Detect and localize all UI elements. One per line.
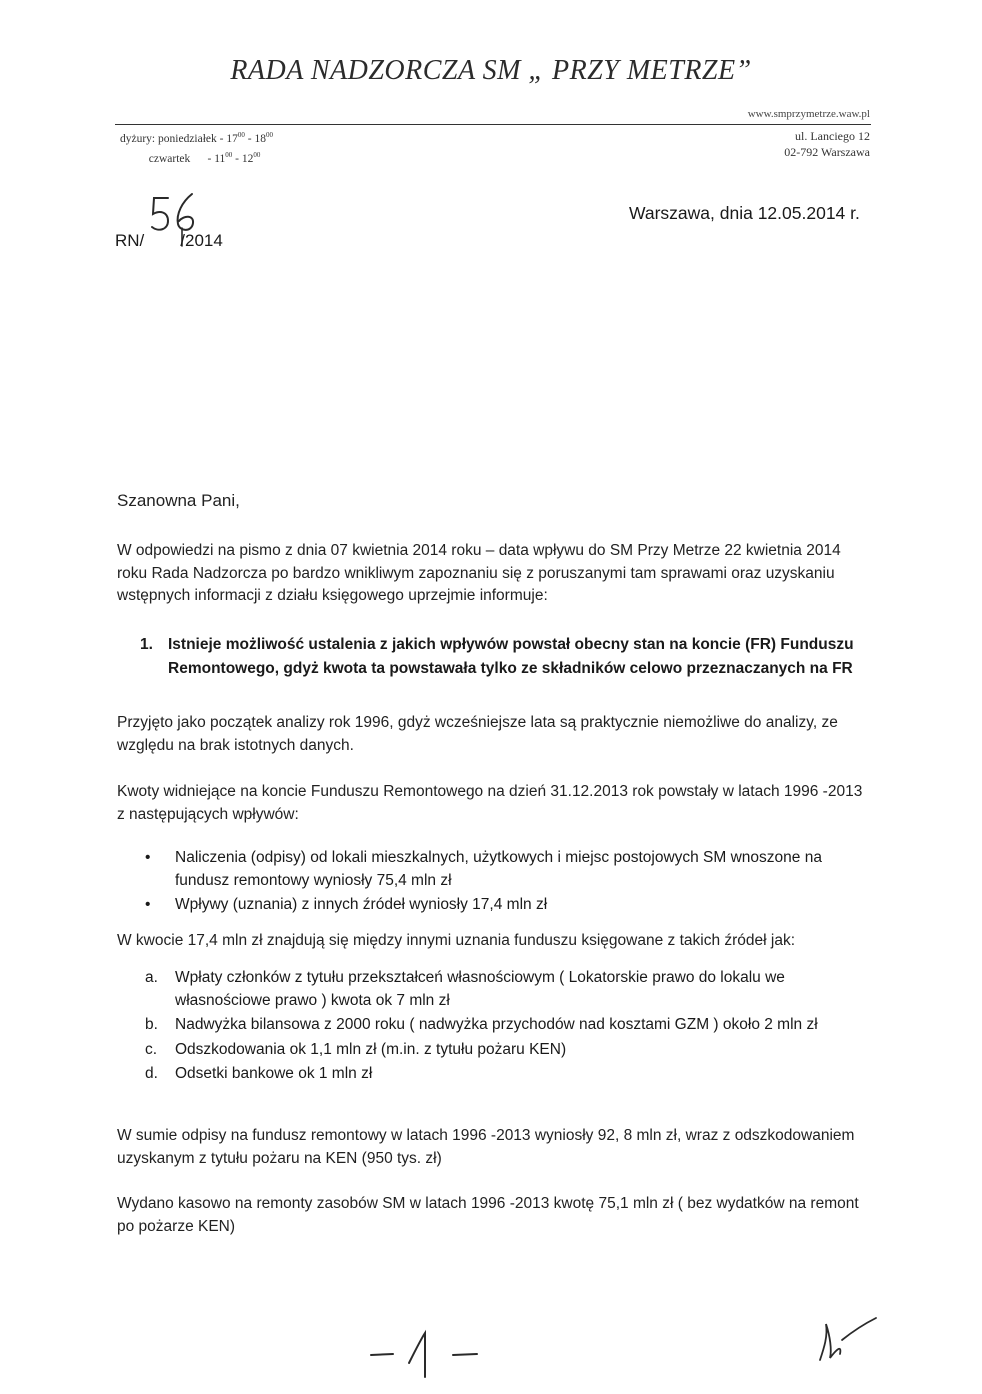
reference-suffix: /2014 <box>180 231 223 250</box>
item-label: d. <box>145 1065 158 1082</box>
list-item <box>145 894 870 917</box>
organization-title: RADA NADZORCZA SM „ PRZY METRZE” <box>230 55 752 86</box>
item-text: Odszkodowania ok 1,1 mln zł (m.in. z tytułu pożaru KEN) <box>175 1040 567 1058</box>
duty-day: poniedziałek <box>158 132 217 145</box>
duty-row: dyżury: poniedziałek - $17^{00} - 18^{00}$ <box>120 131 273 145</box>
item-label: c. <box>145 1040 158 1058</box>
duty-label: dyżury: <box>120 132 156 145</box>
duty-hours <box>120 127 273 167</box>
amounts-paragraph: Kwoty widniejące na koncie Funduszu Remontowego na dzień 31.12.2013 rok powstały w latach 1996 -2013 z następujących wpływów: <box>117 783 863 823</box>
point-number: 1. <box>140 636 153 653</box>
intro-paragraph: W odpowiedzi na pismo z dnia 07 kwietnia 2014 roku – data wpływu do SM Przy Metrze 22 kwietnia 2014 roku Rada Nadzorcza po bardzo wnikliwym zapoznaniu się z poruszanymi tam sprawami oraz uzyskaniu wstępnych informacji z działu księgowego uprzejmie informuje: <box>117 542 841 604</box>
website-url: www.smprzymetrze.waw.pl <box>747 108 870 120</box>
duty-from: 11 <box>214 152 226 165</box>
list-item <box>145 1039 870 1062</box>
list-item <box>145 1014 870 1037</box>
bullet-icon: • <box>145 896 151 913</box>
sum-paragraph: W sumie odpisy na fundusz remontowy w latach 1996 -2013 wyniosły 92, 8 mln zł, wraz z odszkodowaniem uzyskanym z tytułu pożaru na KEN (950 tys. zł) <box>117 1127 855 1167</box>
duty-from: 17 <box>226 132 238 145</box>
item-label: b. <box>145 1016 158 1033</box>
list-item <box>145 967 870 1012</box>
handwritten-initials <box>810 1310 880 1365</box>
sources-paragraph: W kwocie 17,4 mln zł znajdują się między innymi uznania funduszu księgowane z takich źródeł jak: <box>117 932 796 949</box>
item-label: a. <box>145 969 158 986</box>
item-text: Nadwyżka bilansowa z 2000 roku ( nadwyżka przychodów nad kosztami GZM ) około 2 mln zł <box>175 1016 818 1033</box>
bullet-icon: • <box>145 849 151 866</box>
header-divider <box>115 124 871 125</box>
bullet-text: Naliczenia (odpisy) od lokali mieszkalnych, użytkowych i miejsc postojowych SM wnoszone na fundusz remontowy wyniosły 75,4 mln zł <box>175 849 822 889</box>
address <box>784 128 870 160</box>
list-item <box>145 847 870 892</box>
bullet-list <box>145 847 870 919</box>
duty-to: 18 <box>254 132 266 145</box>
item-text: Wpłaty członków z tytułu przekształceń własnościowym ( Lokatorskie prawo do lokalu we własnościowe prawo ) kwota ok 7 mln zł <box>175 969 785 1009</box>
reference-line <box>115 231 223 251</box>
reference-prefix: RN/ <box>115 231 145 250</box>
analysis-paragraph: Przyjęto jako początek analizy rok 1996, gdyż wcześniejsze lata są praktycznie niemożliwe do analizy, ze względu na brak istotnych danych. <box>117 714 838 754</box>
spent-paragraph: Wydano kasowo na remonty zasobów SM w latach 1996 -2013 kwotę 75,1 mln zł ( bez wydatków na remont po pożarze KEN) <box>117 1195 859 1235</box>
bullet-text: Wpływy (uznania) z innych źródeł wyniosły 17,4 mln zł <box>175 896 548 913</box>
address-street: ul. Lanciego 12 <box>795 129 870 143</box>
salutation: Szanowna Pani, <box>117 491 240 510</box>
duty-day: czwartek <box>148 152 191 165</box>
address-city: 02-792 Warszawa <box>784 145 870 159</box>
letter-date: Warszawa, dnia 12.05.2014 r. <box>629 203 860 223</box>
point-text: Istnieje możliwość ustalenia z jakich wpływów powstał obecny stan na koncie (FR) Funduszu Remontowego, gdyż kwota ta powstawała tylko ze składników celowo przeznaczanych na FR <box>168 636 854 677</box>
duty-to: 12 <box>241 152 254 165</box>
item-text: Odsetki bankowe ok 1 mln zł <box>175 1065 373 1082</box>
duty-row: czwartek - $11^{00} - 12^{00}$ <box>148 150 261 165</box>
lettered-list <box>145 967 870 1088</box>
list-item <box>145 1063 870 1086</box>
handwritten-page-number <box>365 1325 485 1385</box>
